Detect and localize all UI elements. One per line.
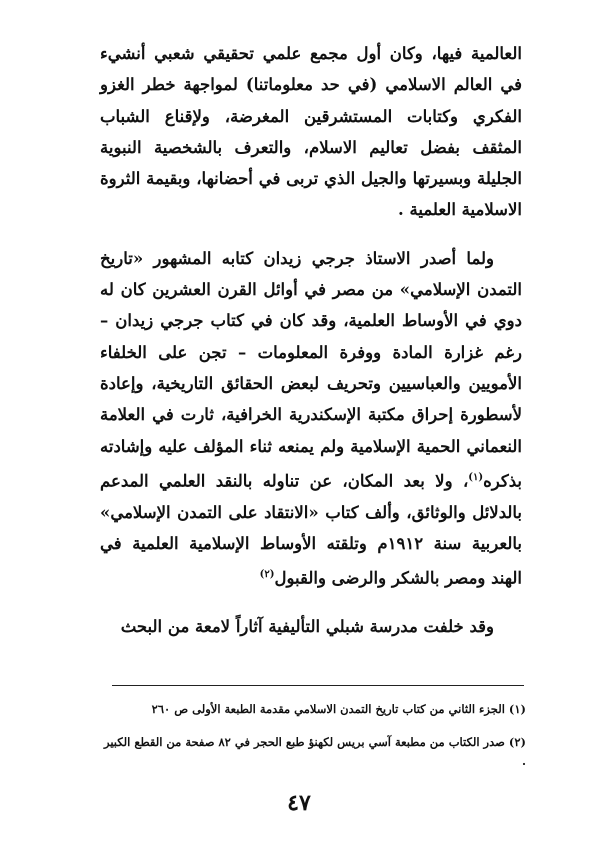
paragraph-2 (100, 243, 522, 594)
paragraph-gap (100, 226, 522, 243)
footnote-divider (112, 685, 524, 686)
paragraph-gap (100, 594, 522, 611)
footnote-ref-1: (١) (468, 471, 484, 483)
page-number: ٤٧ (287, 790, 311, 816)
footnote-2: (٢) صدر الكتاب من مطبعة آسي بريس لكهنؤ طبع الحجر في ٨٢ صفحة من القطع الكبير . (103, 735, 526, 768)
paragraph-2-text: ولما أصدر الاستاذ جرجي زيدان كتابه المشهور «تاريخ التمدن الإسلامي» من مصر في أوائل القرن العشرين كان له دوي في الأوساط العلمية، وقد كان في كتاب جرجي زيدان – رغم غزارة المادة ووفرة المعلومات – تجن على الخلفاء الأمويين والعباسيين وتحريف لبعض الحقائق التاريخية، وإعادة لأسطورة إحراق مكتبة الإسكندرية الخرافية، ثارت في العلامة النعماني الحمية الإسلامية ولم يمنعه ثناء المؤلف عليه وإشادته بذكره (100, 248, 522, 491)
footnotes (100, 700, 526, 785)
body-text (100, 38, 522, 642)
paragraph-2-continued: ، ولا بعد المكان، عن تناوله بالنقد العلمي المدعم بالدلائل والوثائق، وألف كتاب «الانتقاد على التمدن الإسلامي» بالعربية سنة ١٩١٢م وتلقته الأوساط الإسلامية العلمية في الهند ومصر بالشكر والرضى والقبول (100, 471, 522, 588)
footnote-1: (١) الجزء الثاني من كتاب تاريخ التمدن الاسلامي مقدمة الطبعة الأولى ص ٢٦٠ (151, 702, 526, 716)
paragraph-1: العالمية فيها، وكان أول مجمع علمي تحقيقي شعبي أنشيء في العالم الاسلامي (في حد معلوماتنا) لمواجهة خطر الغزو الفكري وكتابات المستشرقين المغرضة، ولإقناع الشباب المثقف بفضل تعاليم الاسلام، والتعرف بالشخصية النبوية الجليلة وبسيرتها والجيل الذي تربى في أحضانها، وبقيمة الثروة الاسلامية العلمية . (100, 44, 522, 220)
footnote-ref-2: (٢) (259, 569, 275, 581)
paragraph-3: وقد خلفت مدرسة شبلي التأليفية آثاراً لامعة من البحث (120, 617, 494, 637)
